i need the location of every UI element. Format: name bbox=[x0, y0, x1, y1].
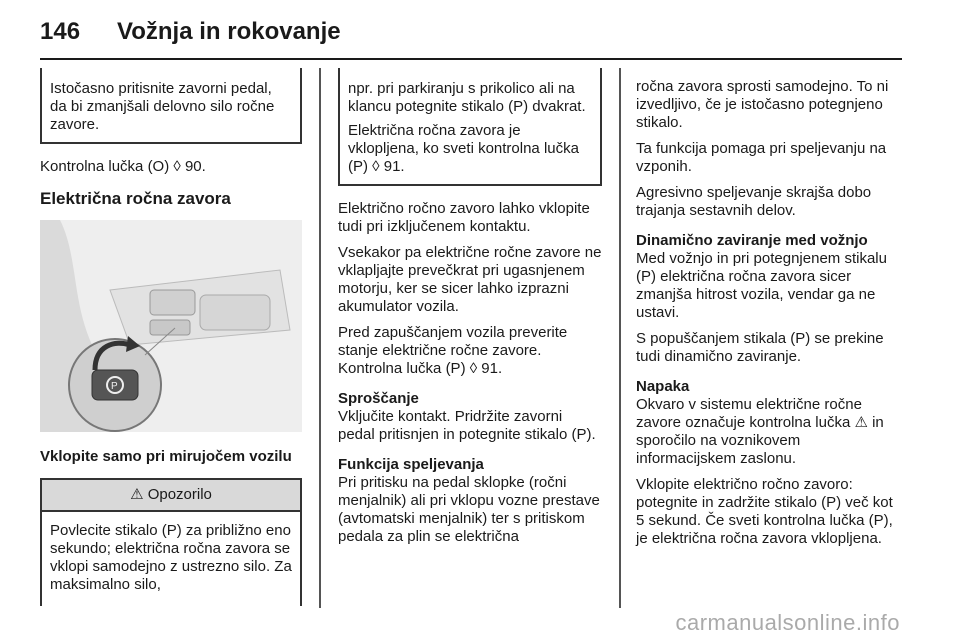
illustration-caption: Vklopite samo pri mirujočem vozilu bbox=[40, 448, 292, 465]
release-text: Vključite kontakt. Pridržite zavorni pedal pritisnjen in potegnite stikalo (P). bbox=[338, 408, 596, 443]
column-divider bbox=[319, 68, 321, 608]
paragraph: Vsekakor pa električne ročne zavore ne vklapljajte prevečkrat pri ugasnjenem motorju, ker se sicer lahko izprazni akumulator vozila. bbox=[338, 244, 602, 315]
column-3 bbox=[636, 68, 902, 556]
note-box-continued bbox=[338, 68, 602, 186]
note-text: Istočasno pritisnite zavorni pedal, da bi zmanjšali delovno silo ročne zavore. bbox=[50, 80, 275, 133]
lamp-reference: Kontrolna lučka (O) ◊ 90. bbox=[40, 158, 206, 175]
note-box bbox=[40, 68, 302, 144]
section-heading: Električna ročna zavora bbox=[40, 189, 231, 208]
fault-text-2: Vklopite električno ročno zavoro: potegnite in zadržite stikalo (P) več kot 5 sekund. Če sveti kontrolna lučka (P), je električna ročna zavora vklopljena. bbox=[636, 476, 893, 547]
column-divider bbox=[619, 68, 621, 608]
dynamic-text-2: S popuščanjem stikala (P) se prekine tudi dinamično zaviranje. bbox=[636, 330, 884, 365]
column-2 bbox=[338, 68, 602, 554]
warning-title: Opozorilo bbox=[147, 486, 212, 503]
note-text-2: Električna ročna zavora je vklopljena, ko sveti kontrolna lučka (P) ◊ 91. bbox=[348, 122, 579, 175]
svg-text:P: P bbox=[111, 381, 118, 392]
console-drawing bbox=[40, 220, 302, 432]
page-title: Vožnja in rokovanje bbox=[117, 18, 341, 45]
subheading-fault: Napaka bbox=[636, 378, 690, 395]
column-1 bbox=[40, 68, 302, 606]
parking-brake-illustration bbox=[40, 220, 302, 432]
paragraph: Pred zapuščanjem vozila preverite stanje električne ročne zavore. Kontrolna lučka (P) ◊ 91. bbox=[338, 324, 568, 377]
page-number: 146 bbox=[40, 18, 81, 45]
warning-header bbox=[40, 478, 302, 510]
subheading-dynamic: Dinamično zaviranje med vožnjo bbox=[636, 232, 868, 249]
startoff-text: Pri pritisku na pedal sklopke (ročni menjalnik) ali pri vklopu vozne prestave (avtomatski menjalnik) ter s pritiskom pedala za plin se električna bbox=[338, 474, 600, 545]
paragraph: Električno ročno zavoro lahko vklopite tudi pri izključenem kontaktu. bbox=[338, 200, 590, 235]
warning-body bbox=[40, 510, 302, 606]
paragraph: Ta funkcija pomaga pri speljevanju na vzponih. bbox=[636, 140, 887, 175]
dynamic-text: Med vožnjo in pri potegnjenem stikalu (P) električna ročna zavora sicer zmanjša hitrost vozila, vendar ga ne ustavi. bbox=[636, 250, 887, 321]
watermark: carmanualsonline.info bbox=[675, 610, 900, 635]
paragraph: ročna zavora sprosti samodejno. To ni izvedljivo, če je istočasno potegnjeno stikalo. bbox=[636, 78, 889, 131]
note-text-1: npr. pri parkiranju s prikolico ali na klancu potegnite stikalo (P) dvakrat. bbox=[348, 80, 586, 115]
paragraph: Agresivno speljevanje skrajša dobo trajanja sestavnih delov. bbox=[636, 184, 872, 219]
fault-text: Okvaro v sistemu električne ročne zavore označuje kontrolna lučka ⚠ in sporočilo na voznikovem informacijskem zaslonu. bbox=[636, 396, 884, 467]
subheading-release: Sproščanje bbox=[338, 390, 419, 407]
subheading-startoff: Funkcija speljevanja bbox=[338, 456, 484, 473]
warning-text: Povlecite stikalo (P) za približno eno sekundo; električna ročna zavora se vklopi samodejno z ustrezno silo. Za maksimalno silo, bbox=[50, 522, 292, 593]
header-rule bbox=[40, 58, 902, 60]
warning-icon: ⚠ bbox=[130, 486, 144, 503]
